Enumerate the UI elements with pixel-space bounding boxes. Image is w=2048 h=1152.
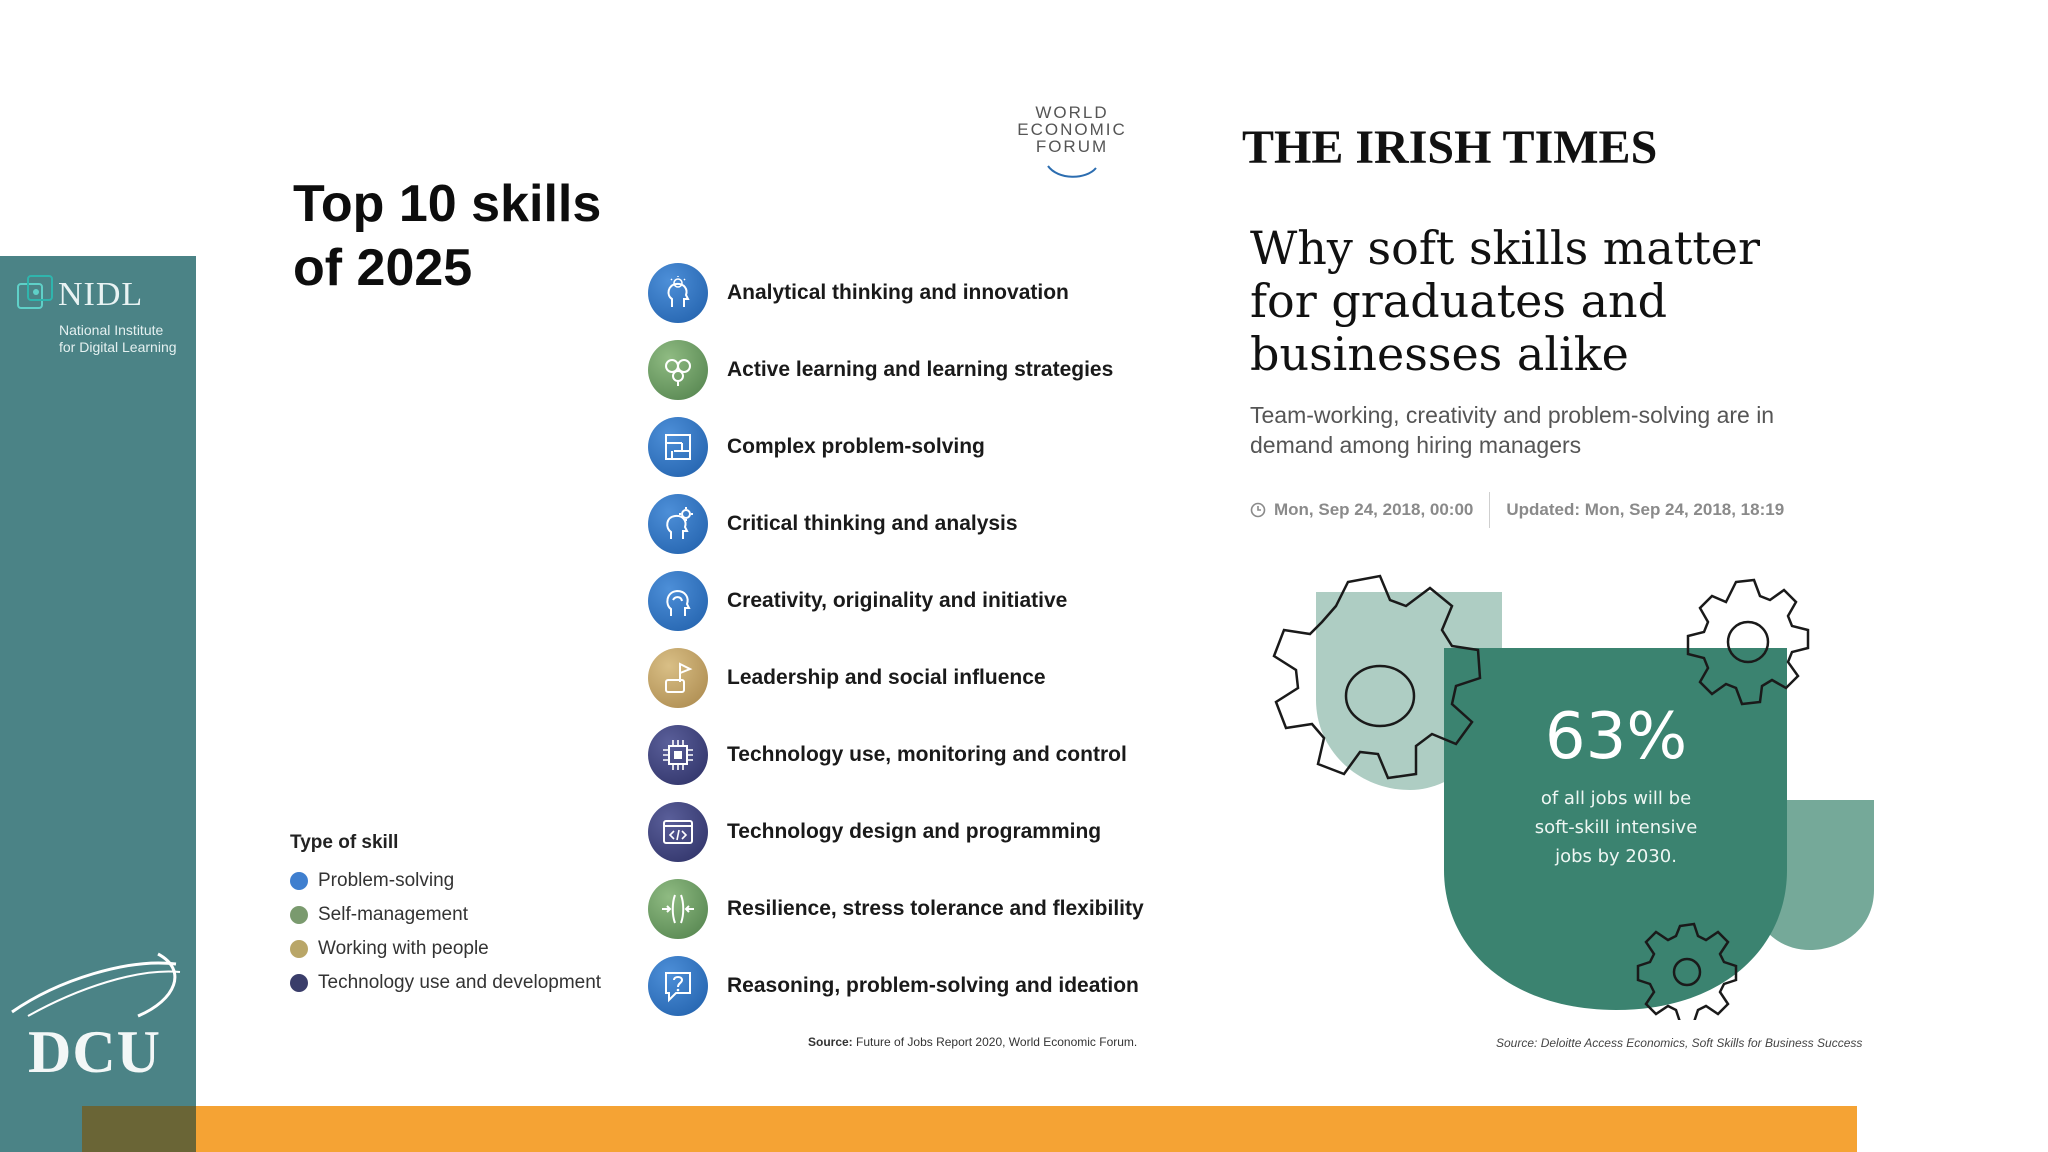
list-item — [648, 947, 1144, 1024]
nidl-subtitle — [59, 322, 199, 356]
published-date: Mon, Sep 24, 2018, 00:00 — [1274, 500, 1474, 519]
legend-label: Problem-solving — [318, 870, 455, 891]
chip-icon — [648, 725, 708, 785]
legend-dot — [290, 940, 308, 958]
stat-value: 63% — [1544, 700, 1688, 774]
slide-title-line2: of 2025 — [293, 239, 473, 297]
bottom-accent-bar — [82, 1106, 1857, 1152]
skill-type-legend — [290, 864, 601, 1000]
wef-logo-line2: ECONOMIC — [1017, 120, 1127, 139]
skill-label: Technology design and programming — [727, 819, 1102, 843]
legend-title: Type of skill — [290, 832, 399, 853]
wef-source — [808, 1035, 1137, 1049]
code-window-icon — [648, 802, 708, 862]
legend-item — [290, 898, 601, 932]
nidl-subtitle-line1: National Institute — [59, 322, 164, 338]
lightbulb-head-icon — [648, 263, 708, 323]
article-standfirst: Team-working, creativity and problem-solving are in demand among hiring managers — [1250, 402, 1775, 458]
skill-label: Critical thinking and analysis — [727, 511, 1018, 535]
stat-caption-line1: of all jobs will be — [1540, 788, 1692, 809]
updated-date: Updated: Mon, Sep 24, 2018, 18:19 — [1506, 500, 1785, 519]
wef-logo — [1012, 104, 1132, 180]
skill-label: Reasoning, problem-solving and ideation — [727, 973, 1139, 997]
dcu-logo-text: DCU — [28, 1019, 161, 1085]
stat-caption-line2: soft-skill intensive — [1534, 817, 1698, 838]
flag-hand-icon — [648, 648, 708, 708]
list-item — [648, 716, 1144, 793]
question-bubble-icon — [648, 956, 708, 1016]
brain-gears-icon — [648, 340, 708, 400]
maze-icon — [648, 417, 708, 477]
list-item — [648, 562, 1144, 639]
skills-list — [648, 254, 1144, 1024]
skill-label: Analytical thinking and innovation — [727, 280, 1069, 304]
stat-caption — [1496, 784, 1736, 871]
skill-label: Active learning and learning strategies — [727, 357, 1114, 381]
list-item — [648, 870, 1144, 947]
legend-item — [290, 932, 601, 966]
skill-label: Complex problem-solving — [727, 434, 985, 458]
wef-source-text: Future of Jobs Report 2020, World Economic Forum. — [856, 1035, 1138, 1049]
deloitte-source: Source: Deloitte Access Economics, Soft Skills for Business Success — [1496, 1036, 1863, 1050]
clock-icon — [1250, 502, 1266, 518]
legend-dot — [290, 872, 308, 890]
head-profile-icon — [648, 571, 708, 631]
irish-times-masthead: THE IRISH TIMES — [1242, 121, 1658, 174]
nidl-logo-icon — [16, 274, 56, 314]
list-item — [648, 793, 1144, 870]
legend-label: Self-management — [318, 904, 468, 925]
legend-item — [290, 864, 601, 898]
head-gear-icon — [648, 494, 708, 554]
wef-logo-line3: FORUM — [1035, 137, 1109, 156]
wef-source-label: Source: — [808, 1035, 853, 1049]
legend-dot — [290, 974, 308, 992]
list-item — [648, 331, 1144, 408]
article-meta — [1250, 492, 1784, 528]
skill-label: Resilience, stress tolerance and flexibility — [727, 896, 1144, 920]
skill-label: Technology use, monitoring and control — [727, 742, 1127, 766]
skill-label: Leadership and social influence — [727, 665, 1046, 689]
list-item — [648, 408, 1144, 485]
list-item — [648, 254, 1144, 331]
list-item — [648, 639, 1144, 716]
meta-divider — [1489, 492, 1490, 528]
slide-title-line1: Top 10 skills — [293, 175, 602, 233]
legend-label: Working with people — [318, 938, 489, 959]
skill-label: Creativity, originality and initiative — [727, 588, 1068, 612]
wef-logo-line1: WORLD — [1035, 103, 1109, 122]
legend-item — [290, 966, 601, 1000]
legend-label: Technology use and development — [318, 972, 602, 993]
wef-arc-icon — [1046, 164, 1098, 180]
legend-dot — [290, 906, 308, 924]
article-headline: Why soft skills matter for graduates and businesses alike — [1250, 221, 1761, 381]
list-item — [648, 485, 1144, 562]
nidl-subtitle-line2: for Digital Learning — [59, 339, 177, 355]
bottom-bar-shade — [82, 1106, 196, 1152]
dcu-swoosh-icon — [8, 950, 184, 1020]
nidl-name: NIDL — [58, 276, 144, 313]
stat-caption-line3: jobs by 2030. — [1555, 846, 1677, 867]
arrows-pressure-icon — [648, 879, 708, 939]
slide-title — [293, 172, 653, 300]
